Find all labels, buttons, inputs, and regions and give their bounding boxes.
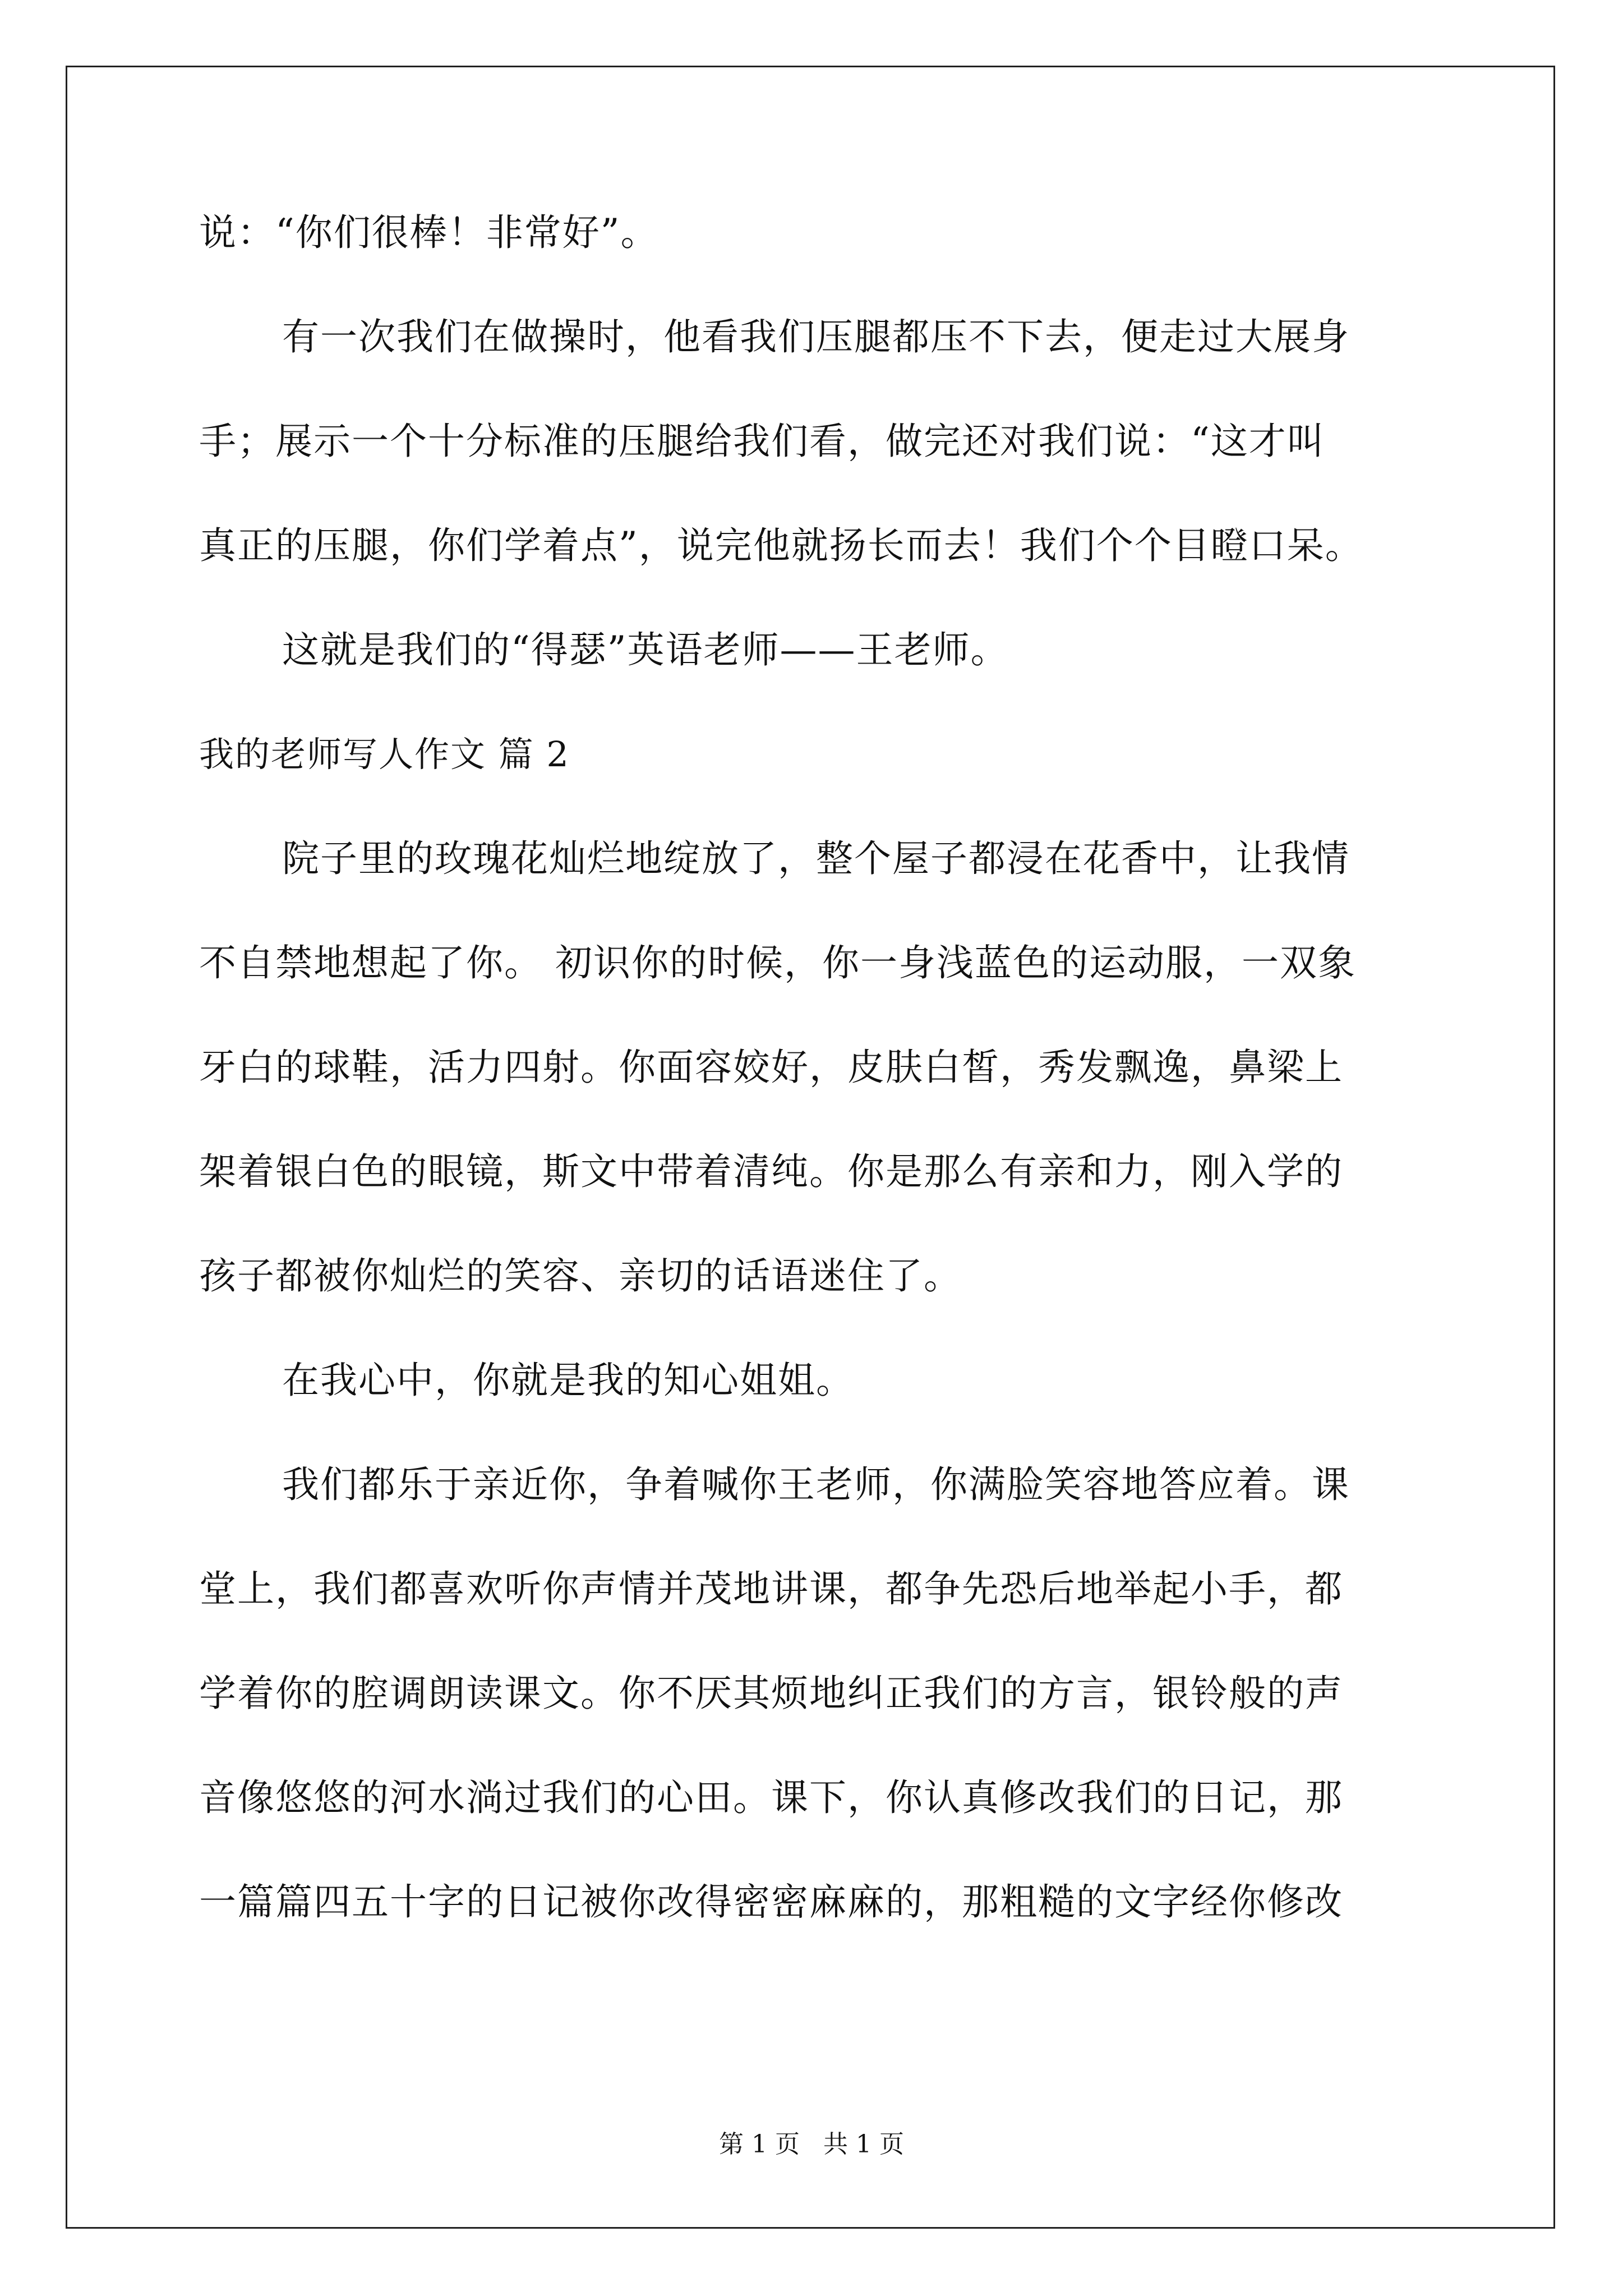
body-line: 真正的压腿，你们学着点”，说完他就扬长而去！我们个个目瞪口呆。 bbox=[199, 524, 1363, 567]
body-line: 一篇篇四五十字的日记被你改得密密麻麻的，那粗糙的文字经你修改 bbox=[199, 1880, 1343, 1924]
body-line: 音像悠悠的河水淌过我们的心田。课下，你认真修改我们的日记，那 bbox=[199, 1776, 1343, 1819]
document-body bbox=[199, 206, 1438, 1980]
body-line: 牙白的球鞋，活力四射。你面容姣好，皮肤白皙，秀发飘逸，鼻梁上 bbox=[199, 1046, 1343, 1089]
body-line: 不自禁地想起了你。 初识你的时候，你一身浅蓝色的运动服，一双象 bbox=[199, 941, 1356, 984]
body-line: 学着你的腔调朗读课文。你不厌其烦地纠正我们的方言，银铃般的声 bbox=[199, 1672, 1343, 1715]
body-line: 这就是我们的“得瑟”英语老师——王老师。 bbox=[282, 628, 1009, 671]
body-line: 在我心中，你就是我的知心姐姐。 bbox=[282, 1359, 854, 1402]
body-line: 手；展示一个十分标准的压腿给我们看，做完还对我们说：“这才叫 bbox=[199, 420, 1325, 463]
body-line: 架着银白色的眼镜，斯文中带着清纯。你是那么有亲和力，刚入学的 bbox=[199, 1150, 1343, 1193]
body-line: 堂上，我们都喜欢听你声情并茂地讲课，都争先恐后地举起小手，都 bbox=[199, 1567, 1343, 1611]
body-line: 我们都乐于亲近你，争着喊你王老师，你满脸笑容地答应着。课 bbox=[282, 1463, 1350, 1506]
section-heading: 我的老师写人作文 篇 2 bbox=[199, 734, 570, 775]
page-footer: 第 1 页 共 1 页 bbox=[719, 2130, 904, 2159]
body-line: 院子里的玫瑰花灿烂地绽放了，整个屋子都浸在花香中，让我情 bbox=[282, 837, 1350, 880]
body-line: 孩子都被你灿烂的笑容、亲切的话语迷住了。 bbox=[199, 1254, 962, 1297]
body-line: 有一次我们在做操时，他看我们压腿都压不下去，便走过大展身 bbox=[282, 315, 1350, 358]
body-line: 说：“你们很棒！非常好”。 bbox=[199, 211, 659, 254]
